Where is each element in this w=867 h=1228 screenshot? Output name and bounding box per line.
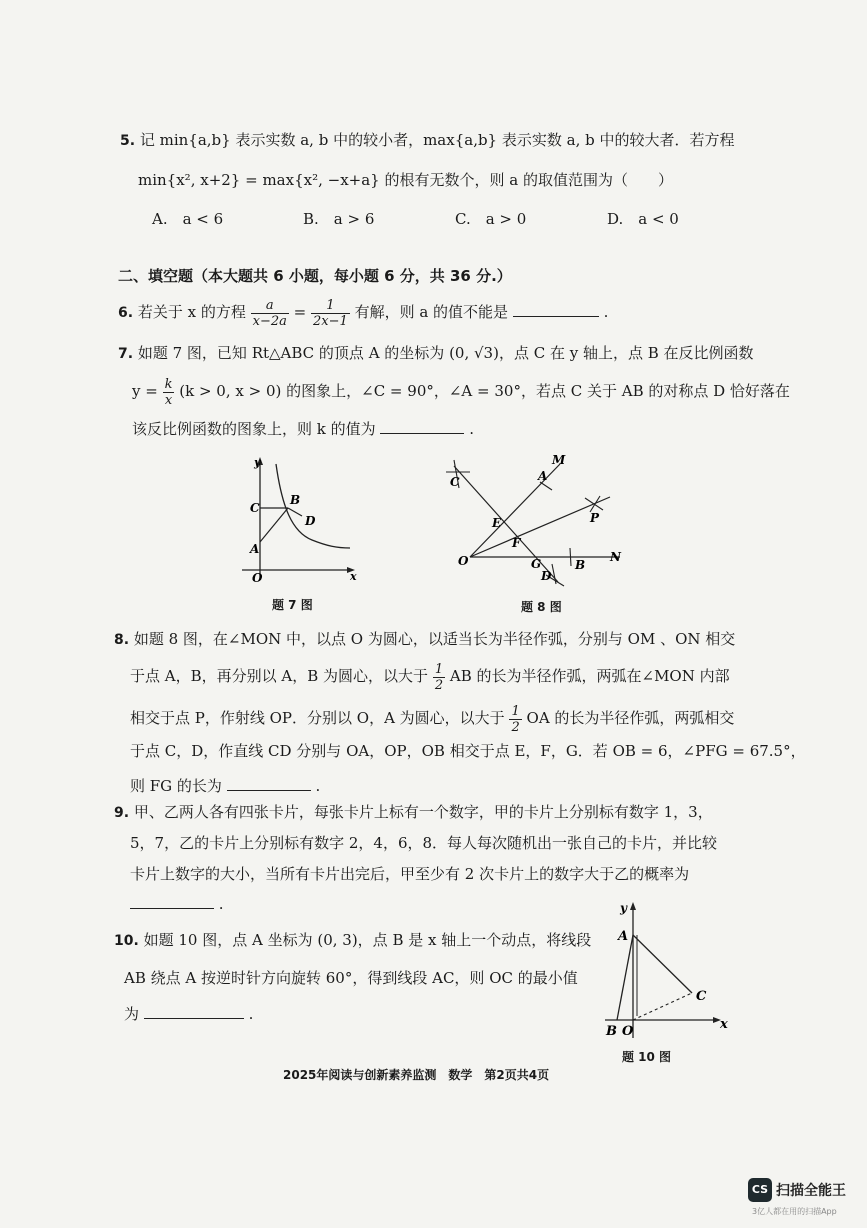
fig7-segment-ab (260, 508, 288, 542)
q6-frac2-den: 2x−1 (313, 313, 348, 329)
q9-line1 (114, 802, 713, 823)
q8-fraction-2 (509, 704, 521, 735)
fig8-label-n: N (610, 550, 621, 564)
figure-10 (600, 898, 740, 1046)
q7-end: . (469, 420, 474, 438)
fig10-y-arrow (630, 902, 636, 910)
q8-end: . (315, 777, 321, 795)
q6-post: 有解，则 a 的值不能是 (354, 303, 509, 321)
q5-line1 (120, 130, 735, 151)
fig7-label-a: A (250, 542, 260, 556)
q9-end: . (218, 895, 224, 913)
q8-number: 8. (114, 632, 130, 648)
q7-frac-den: x (164, 392, 173, 408)
q9-text-3: 卡片上数字的大小，当所有卡片出完后，甲至少有 2 次卡片上的数字大于乙的概率为 (130, 865, 690, 883)
q5-text-2: min{x², x+2} = max{x², −x+a} 的根有无数个，则 a 的取值范围为（ ） (138, 171, 673, 189)
q8-post3: OA 的长为半径作弧，两弧相交 (526, 709, 735, 727)
q7-text-3: 该反比例函数的图象上，则 k 的值为 (132, 420, 376, 438)
q6-pre: 若关于 x 的方程 (137, 303, 246, 321)
fig8-ray-op (470, 497, 610, 557)
q7-text-1: 如题 7 图，已知 Rt△ABC 的顶点 A 的坐标为 (0, √3)，点 C 在 y 轴上，点 B 在反比例函数 (137, 344, 754, 362)
fig10-label-x: x (720, 1017, 728, 1032)
q9-line2 (130, 833, 717, 853)
q7-line3 (132, 417, 474, 439)
fig7-hyperbola (276, 464, 350, 548)
q8-pre3: 相交于点 P，作射线 OP．分别以 O，A 为圆心，以大于 (130, 709, 505, 727)
fig7-caption: 题 7 图 (272, 598, 313, 612)
fig7-label-o: O (252, 571, 263, 585)
fig8-label-g: G (531, 557, 542, 571)
q8-line1 (114, 629, 735, 650)
q10-line2 (124, 968, 578, 988)
q10-text-1: 如题 10 图，点 A 坐标为 (0, 3)，点 B 是 x 轴上一个动点，将线段 (143, 931, 592, 949)
fig8-caption: 题 8 图 (521, 600, 562, 614)
q5-text-1: 记 min{a,b} 表示实数 a, b 中的较小者，max{a,b} 表示实数 a, b 中的较大者．若方程 (139, 131, 735, 149)
q5-option-d: D. a < 0 (607, 210, 679, 228)
q8-text-4: 于点 C，D，作直线 CD 分别与 OA，OP，OB 相交于点 E，F，G．若 OB = 6，∠PFG = 67.5°， (130, 742, 806, 760)
q5-number: 5. (120, 133, 136, 149)
fig8-arc-d2 (552, 564, 556, 584)
q9-text-2: 5，7，乙的卡片上分别标有数字 2，4，6，8．每人每次随机出一张自己的卡片，并比较 (130, 834, 718, 852)
q5-option-c: C. a > 0 (455, 210, 527, 228)
q8-post2: AB 的长为半径作弧，两弧在∠MON 内部 (449, 667, 730, 685)
q10-text-3: 为 (124, 1005, 140, 1023)
section2-title: 二、填空题（本大题共 6 小题，每小题 6 分，共 36 分.） (118, 267, 512, 285)
fig8-arc-b (570, 548, 571, 566)
fig10-caption: 题 10 图 (622, 1050, 672, 1064)
q5-option-a: A. a < 6 (152, 210, 224, 228)
q6-frac1-den: x−2a (252, 313, 287, 329)
fig10-segment-oc (633, 993, 692, 1020)
fig7-label-b: B (290, 493, 301, 507)
fig8-label-c: C (450, 475, 460, 489)
fig7-label-d: D (305, 514, 316, 528)
q7-number: 7. (118, 346, 134, 362)
fig8-arc-p1 (585, 498, 603, 510)
q10-number: 10. (114, 933, 139, 949)
fig10-label-c: C (696, 989, 707, 1004)
figure-8 (440, 450, 640, 595)
fig8-label-m: M (552, 453, 566, 467)
q9-line3 (130, 864, 689, 884)
q10-line1 (114, 930, 591, 951)
q6-line (118, 296, 608, 329)
fig10-label-y: y (620, 901, 627, 915)
q7-line1 (118, 343, 754, 364)
q8-line2 (130, 660, 730, 693)
q8-text-1: 如题 8 图，在∠MON 中，以点 O 为圆心，以适当长为半径作弧，分别与 OM 、ON 相交 (133, 630, 736, 648)
q7-line2 (132, 375, 790, 408)
fig8-label-p: P (590, 511, 600, 525)
q7-answer-blank[interactable] (380, 417, 464, 434)
q8-line3 (130, 702, 734, 735)
fig8-arc-a (540, 482, 552, 490)
fig10-label-o: O (622, 1024, 634, 1039)
camscanner-name: 扫描全能王 (776, 1183, 846, 1199)
q6-frac1-num: a (251, 298, 289, 314)
q6-number: 6. (118, 305, 134, 321)
q7-frac-num: k (164, 376, 173, 392)
q6-frac2-num: 1 (311, 298, 350, 314)
fig10-segment-ab (617, 935, 633, 1020)
q7-pre2: y = (132, 382, 158, 400)
q8-frac1-num: 1 (434, 661, 444, 677)
q6-answer-blank[interactable] (513, 300, 599, 317)
fig10-label-b: B (606, 1024, 617, 1039)
q10-text-2: AB 绕点 A 按逆时针方向旋转 60°，得到线段 AC，则 OC 的最小值 (124, 969, 578, 987)
q9-text-1: 甲、乙两人各有四张卡片，每张卡片上标有一个数字，甲的卡片上分别标有数字 1，3， (133, 803, 713, 821)
q8-answer-blank[interactable] (227, 774, 311, 791)
q6-equals: = (293, 303, 307, 321)
q6-end: . (603, 303, 609, 321)
figure-7 (232, 452, 362, 592)
page-footer: 2025年阅读与创新素养监测 数学 第2页共4页 (283, 1068, 550, 1082)
fig8-label-a: A (538, 469, 548, 483)
q9-answer-blank[interactable] (130, 892, 214, 909)
fig7-label-c: C (250, 501, 260, 515)
fig7-segment-bd (288, 508, 302, 516)
q10-line3 (124, 1002, 253, 1024)
fig10-label-a: A (618, 929, 629, 944)
fig8-label-d: D (541, 569, 552, 583)
fig8-label-e: E (492, 516, 502, 530)
q5-line2 (138, 170, 673, 190)
fig8-label-f: F (512, 536, 521, 550)
fig7-label-x: x (350, 570, 357, 583)
q8-frac2-num: 1 (511, 703, 520, 719)
q9-number: 9. (114, 805, 130, 821)
fig8-label-b: B (575, 558, 586, 572)
q7-fraction (163, 377, 175, 408)
fig8-arc-p2 (590, 496, 600, 512)
q8-text-5: 则 FG 的长为 (130, 777, 222, 795)
camscanner-logo-icon: CS (748, 1178, 772, 1202)
q5-option-b: B. a > 6 (303, 210, 375, 228)
q10-answer-blank[interactable] (144, 1002, 244, 1019)
fig7-label-y: y (254, 456, 261, 469)
q8-frac2-den: 2 (511, 719, 520, 735)
q8-fraction-1 (433, 662, 445, 693)
fig8-label-o: O (458, 554, 469, 568)
q8-line5 (130, 774, 320, 796)
q6-fraction-1 (251, 298, 289, 329)
q8-frac1-den: 2 (434, 677, 444, 693)
q7-post2: (k > 0, x > 0) 的图象上，∠C = 90°，∠A = 30°，若点 C 关于 AB 的对称点 D 恰好落在 (179, 382, 790, 400)
q10-end: . (248, 1005, 254, 1023)
q6-fraction-2 (311, 298, 350, 329)
fig10-segment-ac (633, 935, 692, 993)
q8-line4 (130, 741, 806, 761)
q9-line4 (130, 892, 224, 914)
camscanner-tagline: 3亿人都在用的扫描App (752, 1207, 837, 1216)
q8-pre2: 于点 A，B，再分别以 A，B 为圆心，以大于 (130, 667, 429, 685)
